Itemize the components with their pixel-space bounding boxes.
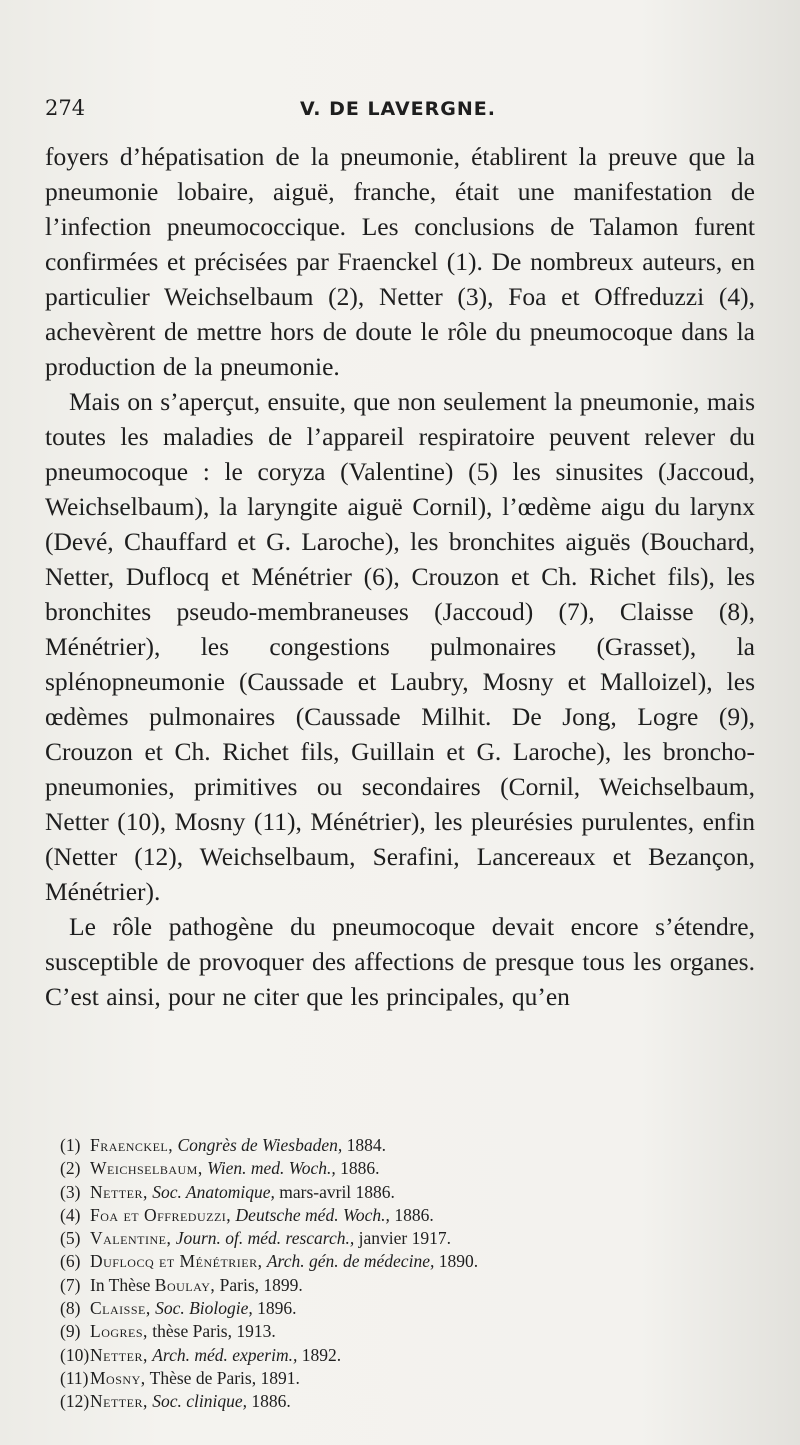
- footnote-rest: 1892.: [297, 1344, 342, 1365]
- footnote: [60, 1181, 750, 1204]
- footnote-number: (5): [60, 1228, 81, 1249]
- running-head: V. DE LAVERGNE.: [300, 98, 496, 120]
- footnote-author: Weichselbaum,: [90, 1158, 203, 1179]
- footnote-prefix: In Thèse: [90, 1274, 155, 1295]
- footnote-number: (3): [60, 1181, 81, 1202]
- footnote-rest: janvier 1917.: [354, 1228, 451, 1249]
- footnote: [60, 1344, 750, 1367]
- footnote-number: (8): [60, 1298, 81, 1319]
- footnote-journal: Soc. clinique,: [152, 1391, 247, 1412]
- footnote-author: Fraenckel,: [90, 1135, 174, 1155]
- footnote-rest: 1884.: [342, 1135, 387, 1155]
- footnotes: [60, 1134, 750, 1414]
- footnote: [60, 1367, 750, 1390]
- footnote: [60, 1134, 750, 1157]
- footnote-journal: Wien. med. Woch.,: [207, 1158, 336, 1179]
- footnote: [60, 1157, 750, 1180]
- footnote-author: Duflocq et Ménétrier,: [90, 1251, 263, 1272]
- footnote-author: Mosny,: [90, 1367, 146, 1388]
- footnote-rest: mars-avril 1886.: [274, 1181, 395, 1202]
- footnote-journal: Soc. Biologie,: [155, 1298, 253, 1319]
- footnote-author: Netter,: [90, 1391, 148, 1412]
- footnote-journal: Journ. of. méd. rescarch.,: [175, 1228, 355, 1249]
- footnote: [60, 1274, 750, 1297]
- footnote-number: (1): [60, 1135, 81, 1155]
- footnote-rest: Paris, 1899.: [215, 1274, 303, 1295]
- footnote-rest: 1890.: [434, 1251, 479, 1272]
- footnote-journal: Arch. gén. de médecine,: [266, 1251, 435, 1272]
- footnote-rest: 1886.: [389, 1204, 434, 1225]
- footnote: [60, 1390, 750, 1413]
- footnote-number: (10): [60, 1344, 90, 1365]
- footnote-journal: Arch. méd. experim.,: [152, 1344, 298, 1365]
- footnote-number: (7): [60, 1274, 81, 1295]
- footnote-rest: 1886.: [246, 1391, 291, 1412]
- footnote-journal: Deutsche méd. Woch.,: [235, 1204, 390, 1225]
- paragraph-2: Mais on s’aperçut, ensuite, que non seulement la pneumonie, mais toutes les maladies de l’appareil respiratoire peuvent relever du pneumocoque : le coryza (Valentine) (5) les sinusites (Jaccoud, Weichselbaum), la laryngite aiguë Cornil), l’œdème aigu du larynx (Devé, Chauffard et G. Laroche), les bronchites aiguës (Bouchard, Netter, Duflocq et Ménétrier (6), Crouzon et Ch. Richet fils), les bronchites pseudo-membraneuses (Jaccoud) (7), Claisse (8), Ménétrier), les congestions pulmonaires (Grasset), la splénopneumonie (Caussade et Laubry, Mosny et Malloizel), les œdèmes pulmonaires (Caussade Milhit. De Jong, Logre (9), Crouzon et Ch. Richet fils, Guillain et G. Laroche), les broncho-pneumonies, primitives ou secondaires (Cornil, Weichselbaum, Netter (10), Mosny (11), Ménétrier), les pleurésies purulentes, enfin (Netter (12), Weichselbaum, Serafini, Lancereaux et Bezançon, Ménétrier).: [45, 387, 755, 906]
- footnote-rest: 1896.: [252, 1298, 297, 1319]
- footnote-number: (9): [60, 1321, 81, 1342]
- body-text: [45, 139, 755, 1014]
- footnote-author: Claisse,: [90, 1298, 151, 1319]
- footnote-number: (4): [60, 1204, 81, 1225]
- footnote-author: Valentine,: [90, 1228, 172, 1249]
- footnote-author: Netter,: [90, 1181, 148, 1202]
- footnote-journal: Soc. Anatomique,: [152, 1181, 275, 1202]
- paragraph-3: Le rôle pathogène du pneumocoque devait encore s’étendre, susceptible de provoquer des affections de presque tous les organes. C’est ainsi, pour ne citer que les principales, qu’en: [45, 912, 755, 1011]
- footnote-rest: 1886.: [335, 1158, 380, 1179]
- footnote-author: Netter,: [90, 1344, 148, 1365]
- footnote-journal: Congrès de Wiesbaden,: [177, 1135, 343, 1155]
- footnote-author: Foa et Offreduzzi,: [90, 1204, 232, 1225]
- footnote-rest: Thèse de Paris, 1891.: [145, 1367, 300, 1388]
- footnote: [60, 1250, 750, 1273]
- footnote-number: (2): [60, 1158, 81, 1179]
- footnote: [60, 1320, 750, 1343]
- footnote: [60, 1204, 750, 1227]
- page-header: [45, 96, 755, 130]
- footnote: [60, 1227, 750, 1250]
- paragraph-1: foyers d’hépatisation de la pneumonie, établirent la preuve que la pneumonie lobaire, aiguë, franche, était une manifestation de l’infection pneumococcique. Les conclusions de Talamon furent confirmées et précisées par Fraenckel (1). De nombreux auteurs, en particulier Weichselbaum (2), Netter (3), Foa et Offreduzzi (4), achevèrent de mettre hors de doute le rôle du pneumocoque dans la production de la pneumonie.: [45, 142, 755, 381]
- footnote-number: (6): [60, 1251, 81, 1272]
- footnote-number: (12): [60, 1391, 90, 1412]
- footnote-author: Logres,: [90, 1321, 148, 1342]
- footnote-number: (11): [60, 1367, 89, 1388]
- footnote-rest: thèse Paris, 1913.: [147, 1321, 276, 1342]
- footnote-author: Boulay,: [154, 1274, 216, 1295]
- footnote: [60, 1297, 750, 1320]
- page-number: 274: [45, 96, 86, 120]
